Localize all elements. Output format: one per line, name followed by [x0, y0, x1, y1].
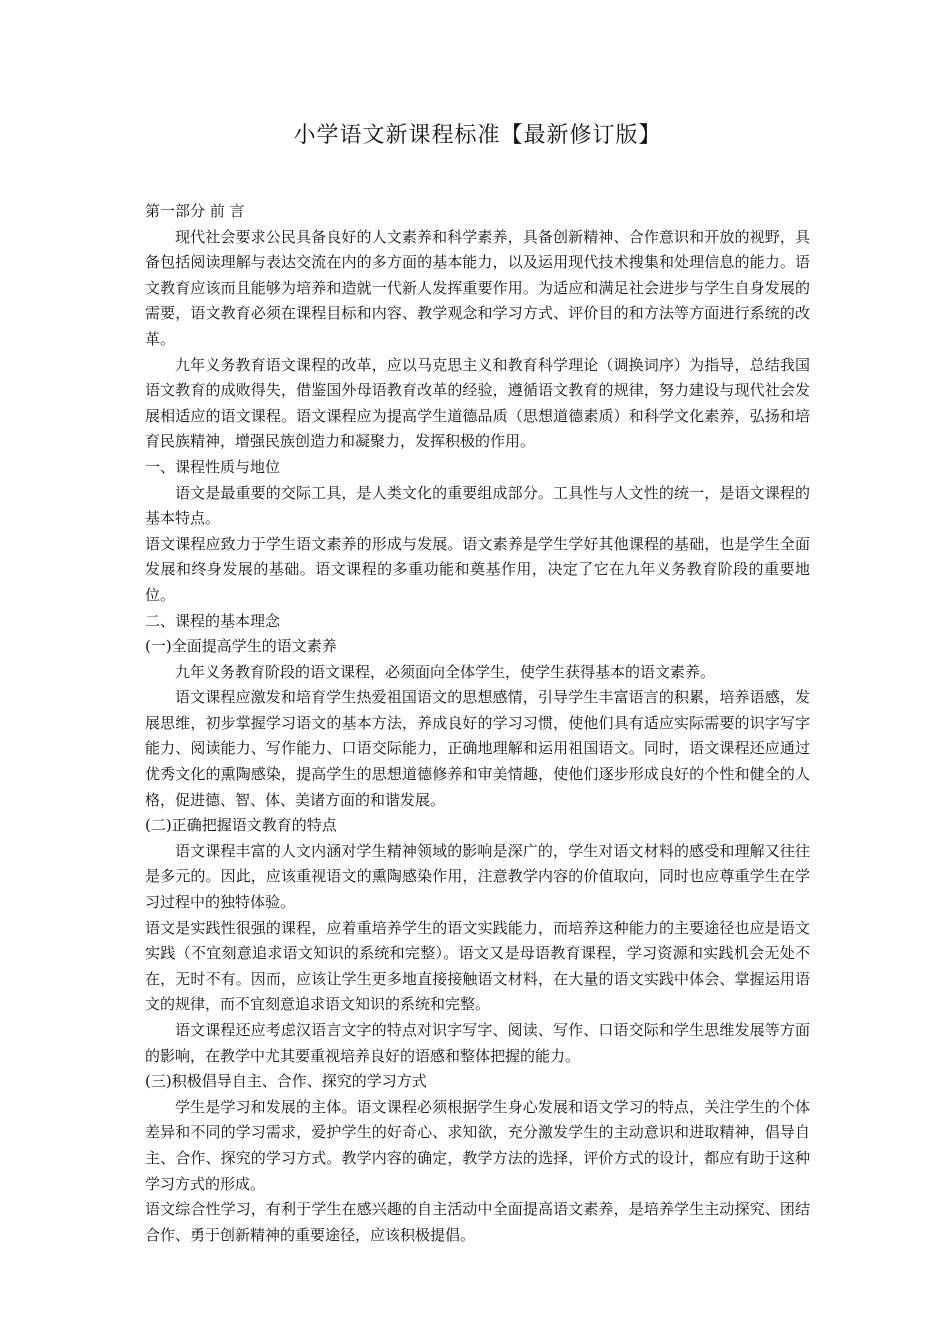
paragraph: 语文课程应激发和培育学生热爱祖国语文的思想感情，引导学生丰富语言的积累，培养语感，发展思维，初步掌握学习语文的基本方法，养成良好的学习习惯，使他们具有适应实际需要的识字写字能力、阅读能力、写作能力、口语交际能力，正确地理解和运用祖国语文。同时，语文课程还应通过优秀文化的熏陶感染，提高学生的思想道德修养和审美情趣，使他们逐步形成良好的个性和健全的人格，促进德、智、体、美诸方面的和谐发展。	[145, 688, 810, 809]
paragraph: 现代社会要求公民具备良好的人文素养和科学素养，具备创新精神、合作意识和开放的视野，具备包括阅读理解与表达交流在内的多方面的基本能力，以及运用现代技术搜集和处理信息的能力。语文教育应该而且能够为培养和造就一代新人发挥重要作用。为适应和满足社会进步与学生自身发展的需要，语文教育必须在课程目标和内容、教学观念和学习方式、评价目的和方法等方面进行系统的改革。	[145, 227, 810, 348]
document-title: 小学语文新课程标准【最新修订版】	[293, 123, 662, 148]
paragraph: 九年义务教育阶段的语文课程，必须面向全体学生，使学生获得基本的语文素养。	[175, 662, 716, 681]
paragraph: 九年义务教育语文课程的改革，应以马克思主义和教育科学理论（调换词序）为指导，总结我国语文教育的成败得失，借鉴国外母语教育改革的经验，遵循语文教育的规律，努力建设与现代社会发展相适应的语文课程。语文课程应为提高学生道德品质（思想道德素质）和科学文化素养，弘扬和培育民族精神，增强民族创造力和凝聚力，发挥积极的作用。	[145, 355, 810, 451]
section-heading: 一、课程性质与地位	[145, 457, 281, 476]
subsection-heading: (二)正确把握语文教育的特点	[145, 816, 337, 835]
paragraph: 语文课程还应考虑汉语言文字的特点对识字写字、阅读、写作、口语交际和学生思维发展等方面的影响，在教学中尤其要重视培养良好的语感和整体把握的能力。	[145, 1021, 810, 1065]
paragraph: 语文是最重要的交际工具，是人类文化的重要组成部分。工具性与人文性的统一，是语文课程的基本特点。	[145, 483, 810, 528]
section-heading: 第一部分 前 言	[145, 202, 245, 220]
document-body	[145, 199, 810, 1248]
paragraph: 语文是实践性很强的课程，应着重培养学生的语文实践能力，而培养这种能力的主要途径也应是语文实践（不宜刻意追求语文知识的系统和完整）。语文又是母语教育课程，学习资源和实践机会无处不在，无时不有。因而，应该让学生更多地直接接触语文材料，在大量的语文实践中体会、掌握运用语文的规律，而不宜刻意追求语文知识的系统和完整。	[145, 918, 810, 1014]
section-heading: 二、课程的基本理念	[145, 611, 281, 630]
paragraph: 学生是学习和发展的主体。语文课程必须根据学生身心发展和语文学习的特点，关注学生的个体差异和不同的学习需求，爱护学生的好奇心、求知欲，充分激发学生的主动意识和进取精神，倡导自主、合作、探究的学习方式。教学内容的确定，教学方法的选择，评价方式的设计，都应有助于这种学习方式的形成。	[145, 1097, 810, 1193]
subsection-heading: (一)全面提高学生的语文素养	[145, 637, 337, 656]
subsection-heading: (三)积极倡导自主、合作、探究的学习方式	[145, 1072, 427, 1091]
paragraph: 语文课程应致力于学生语文素养的形成与发展。语文素养是学生学好其他课程的基础，也是学生全面发展和终身发展的基础。语文课程的多重功能和奠基作用，决定了它在九年义务教育阶段的重要地位。	[145, 534, 810, 604]
paragraph: 语文综合性学习，有利于学生在感兴趣的自主活动中全面提高语文素养，是培养学生主动探究、团结合作、勇于创新精神的重要途径，应该积极提倡。	[145, 1200, 810, 1244]
paragraph: 语文课程丰富的人文内涵对学生精神领域的影响是深广的，学生对语文材料的感受和理解又往往是多元的。因此，应该重视语文的熏陶感染作用，注意教学内容的价值取向，同时也应尊重学生在学习过程中的独特体验。	[145, 841, 810, 912]
